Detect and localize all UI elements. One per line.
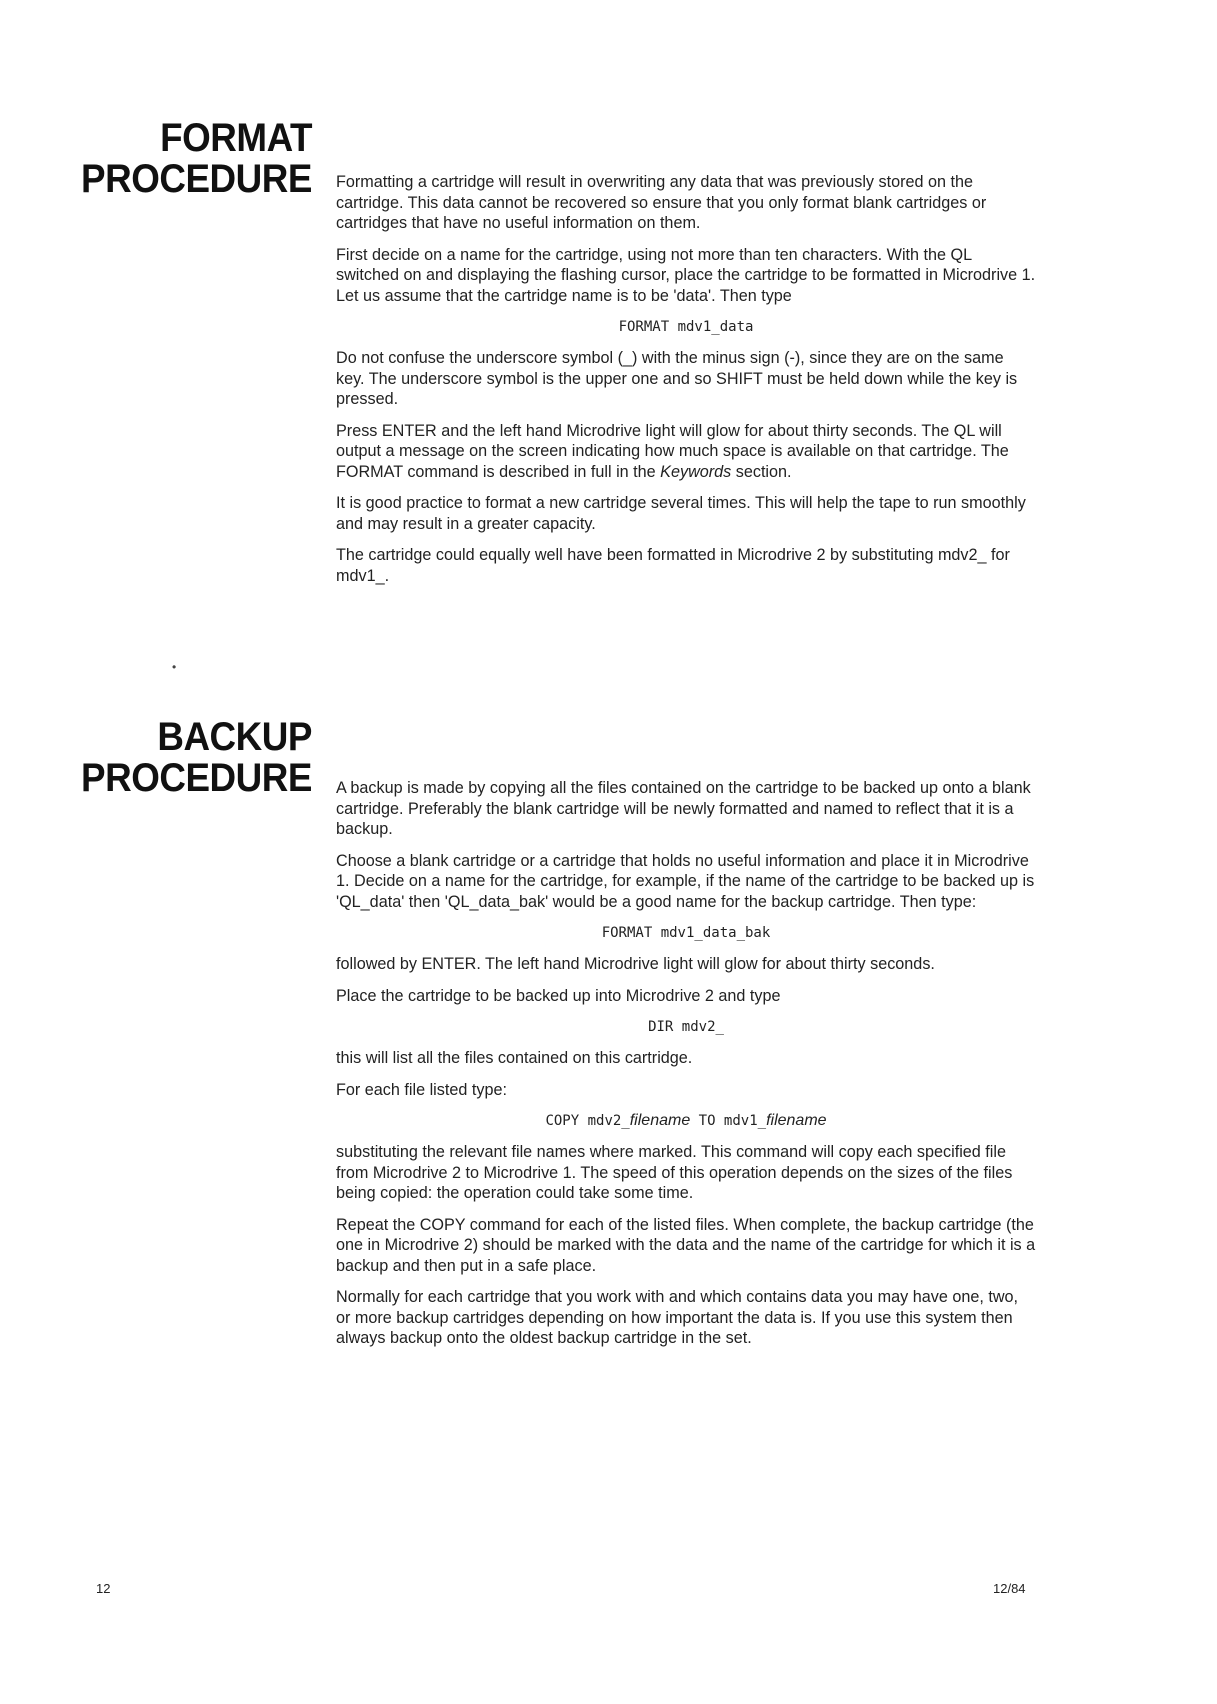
paragraph: Repeat the COPY command for each of the listed files. When complete, the backup cartridge (the one in Microdrive 2) should be marked with the data and the name of the cartridge for which it is a backup and then put in a safe place. — [336, 1215, 1036, 1275]
backup-procedure-body — [336, 778, 1036, 1360]
paragraph: The cartridge could equally well have been formatted in Microdrive 2 by substituting mdv2_ for mdv1_. — [336, 546, 1010, 585]
paragraph: Formatting a cartridge will result in overwriting any data that was previously stored on the cartridge. This data cannot be recovered so ensure that you only format blank cartridges or cartridges that have no useful information on them. — [336, 173, 987, 232]
code-line: DIR mdv2_ — [648, 1019, 724, 1035]
code-placeholder: filename — [766, 1112, 827, 1129]
heading-line: PROCEDURE — [80, 157, 312, 201]
paragraph: A backup is made by copying all the files contained on the cartridge to be backed up onto a blank cartridge. Preferably the blank cartridge will be newly formatted and named to reflect that it is a backup. — [336, 779, 1031, 838]
code-line: FORMAT mdv1_data — [618, 319, 754, 335]
code-line: FORMAT mdv1_data_bak — [601, 925, 771, 941]
text-run: section. — [731, 462, 792, 481]
date-code: 12/84 — [993, 1581, 1026, 1596]
paragraph: Choose a blank cartridge or a cartridge that holds no useful information and place it in Microdrive 1. Decide on a name for the cartridge, for example, if the name of the cartridge to be backed up is 'QL_data' then 'QL_data_bak' would be a good name for the backup cartridge. Then type: — [336, 851, 1035, 911]
heading-line: BACKUP — [157, 715, 312, 759]
paragraph: Normally for each cartridge that you work with and which contains data you may have one, two, or more backup cartridges depending on how important the data is. If you use this system then always backup onto the oldest backup cartridge in the set. — [336, 1288, 1019, 1347]
paragraph: this will list all the files contained on this cartridge. — [336, 1049, 693, 1067]
paragraph: Do not confuse the underscore symbol (_) with the minus sign (-), since they are on the same key. The underscore symbol is the upper one and so SHIFT must be held down while the key is pressed. — [336, 349, 1018, 408]
paragraph: First decide on a name for the cartridge, using not more than ten characters. With the QL switched on and displaying the flashing cursor, place the cartridge to be formatted in Microdrive 1. Let us assume that the cartridge name is to be 'data'. Then type — [336, 245, 1036, 305]
code-run: COPY mdv2_ — [545, 1113, 630, 1129]
code-run: TO mdv1_ — [690, 1113, 767, 1129]
paragraph — [336, 421, 1036, 483]
paragraph: followed by ENTER. The left hand Microdrive light will glow for about thirty seconds. — [336, 955, 935, 973]
page-number: 12 — [96, 1581, 111, 1596]
backup-procedure-heading — [80, 717, 312, 799]
heading-line: PROCEDURE — [80, 756, 312, 800]
format-procedure-body — [336, 172, 1036, 597]
heading-line: FORMAT — [160, 116, 312, 160]
stray-mark: • — [172, 660, 177, 674]
paragraph: For each file listed type: — [336, 1080, 507, 1099]
format-procedure-heading — [80, 118, 312, 200]
paragraph: substituting the relevant file names where marked. This command will copy each specified file from Microdrive 2 to Microdrive 1. The speed of this operation depends on the sizes of the files being copied: the operation could take some time. — [336, 1143, 1013, 1202]
paragraph: It is good practice to format a new cartridge several times. This will help the tape to run smoothly and may result in a greater capacity. — [336, 494, 1026, 533]
keywords-emphasis: Keywords — [660, 462, 732, 481]
code-placeholder: filename — [629, 1112, 691, 1129]
paragraph: Place the cartridge to be backed up into Microdrive 2 and type — [336, 986, 781, 1005]
code-line — [336, 1111, 1036, 1131]
text-run: Press ENTER and the left hand Microdrive light will glow for about thirty seconds. The QL will output a message on the screen indicating how much space is available on that cartridge. The FORMAT command is described in full in the — [336, 421, 1009, 481]
